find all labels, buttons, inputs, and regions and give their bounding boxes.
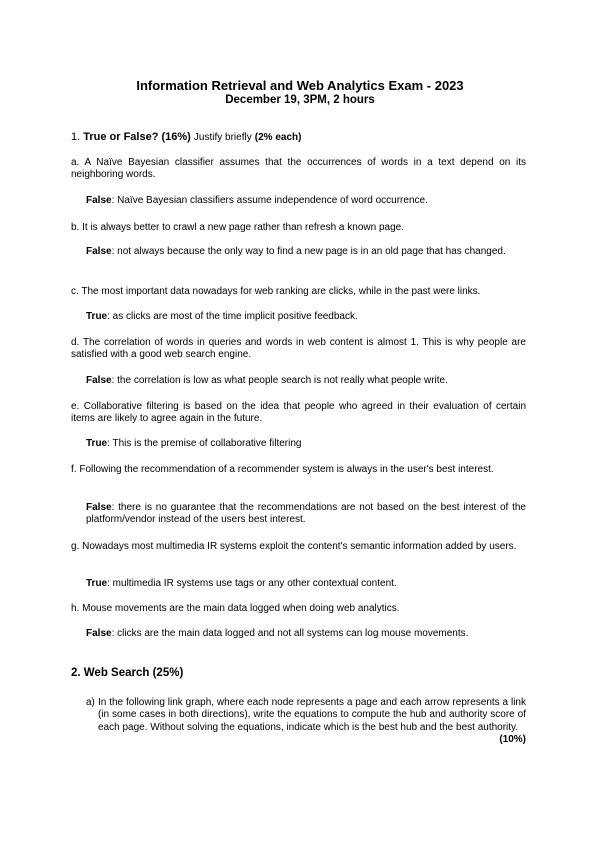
question-text: The most important data nowadays for web ranking are clicks, while in the past were links.	[81, 286, 481, 297]
answer-c	[86, 311, 526, 323]
section-2-heading: 2. Web Search (25%)	[71, 667, 184, 679]
section-1-heading	[71, 131, 301, 144]
question-label: a.	[71, 157, 80, 168]
answer-verdict: False	[86, 502, 112, 513]
question-text: Collaborative filtering is based on the idea that people who agreed in their evaluation of certain items are likely to agree again in the future.	[71, 401, 527, 425]
answer-justification: : This is the premise of collaborative filtering	[107, 438, 302, 449]
section-1-title: True or False? (16%)	[83, 131, 191, 143]
answer-verdict: False	[86, 375, 112, 386]
answer-d	[86, 375, 526, 387]
question-text: In the following link graph, where each node represents a page and each arrow represents a link (in some cases in both directions), write the equations to compute the hub and authority score of each page. Without solving the equations, indicate which is the best hub and the best authority.	[98, 697, 526, 733]
answer-verdict: True	[86, 438, 108, 449]
question-h	[71, 603, 526, 615]
question-label: d.	[71, 337, 80, 348]
question-label: f.	[71, 464, 77, 475]
title-block	[0, 78, 600, 107]
answer-verdict: False	[86, 628, 112, 639]
answer-h	[86, 628, 526, 640]
section-1-instruction: Justify briefly	[193, 132, 252, 143]
question-body	[86, 697, 526, 745]
question-points: (10%)	[499, 733, 526, 745]
question-text: Following the recommendation of a recommender system is always in the user's best interest.	[79, 464, 494, 475]
question-c	[71, 286, 526, 298]
answer-justification: : the correlation is low as what people search is not really what people write.	[111, 375, 448, 386]
answer-justification: : not always because the only way to find a new page is in an old page that has changed.	[111, 246, 506, 257]
answer-verdict: False	[86, 195, 112, 206]
answer-f	[86, 502, 526, 527]
question-text: Mouse movements are the main data logged when doing web analytics.	[82, 603, 400, 614]
question-label: b.	[71, 222, 80, 233]
question-a	[71, 157, 526, 182]
answer-verdict: True	[86, 311, 108, 322]
question-b	[71, 222, 526, 234]
question-text: The correlation of words in queries and words in web content is almost 1. This is why people are satisfied with a good web search engine.	[71, 337, 526, 361]
answer-a	[86, 195, 526, 207]
question-d	[71, 337, 526, 362]
question-g	[71, 541, 526, 553]
question-text: A Naïve Bayesian classifier assumes that the occurrences of words in a text depend on its neighboring words.	[71, 157, 527, 181]
question-label: g.	[71, 541, 80, 552]
exam-date: December 19, 3PM, 2 hours	[225, 94, 375, 106]
section-1-points: (2% each)	[254, 132, 302, 143]
answer-justification: : clicks are the main data logged and not all systems can log mouse movements.	[111, 628, 469, 639]
question-label: c.	[71, 286, 79, 297]
question-e	[71, 401, 526, 426]
answer-e	[86, 438, 526, 450]
answer-justification: : as clicks are most of the time implicit positive feedback.	[107, 311, 358, 322]
exam-title: Information Retrieval and Web Analytics Exam - 2023	[136, 78, 464, 93]
question-label: h.	[71, 603, 80, 614]
answer-g	[86, 578, 526, 590]
answer-verdict: False	[86, 246, 112, 257]
answer-justification: : multimedia IR systems use tags or any other contextual content.	[107, 578, 397, 589]
question-text: It is always better to crawl a new page rather than refresh a known page.	[82, 222, 404, 233]
question-2a	[86, 697, 526, 746]
question-label: a)	[86, 697, 95, 708]
question-text: Nowadays most multimedia IR systems exploit the content's semantic information added by users.	[82, 541, 517, 552]
question-label: e.	[71, 401, 80, 412]
answer-b	[86, 246, 526, 258]
answer-verdict: True	[86, 578, 108, 589]
answer-justification: : Naïve Bayesian classifiers assume independence of word occurrence.	[111, 195, 428, 206]
answer-justification: : there is no guarantee that the recommendations are not based on the best interest of the platform/vendor instead of the users best interest.	[86, 502, 526, 526]
section-1-number: 1.	[71, 131, 81, 143]
question-f	[71, 464, 526, 476]
